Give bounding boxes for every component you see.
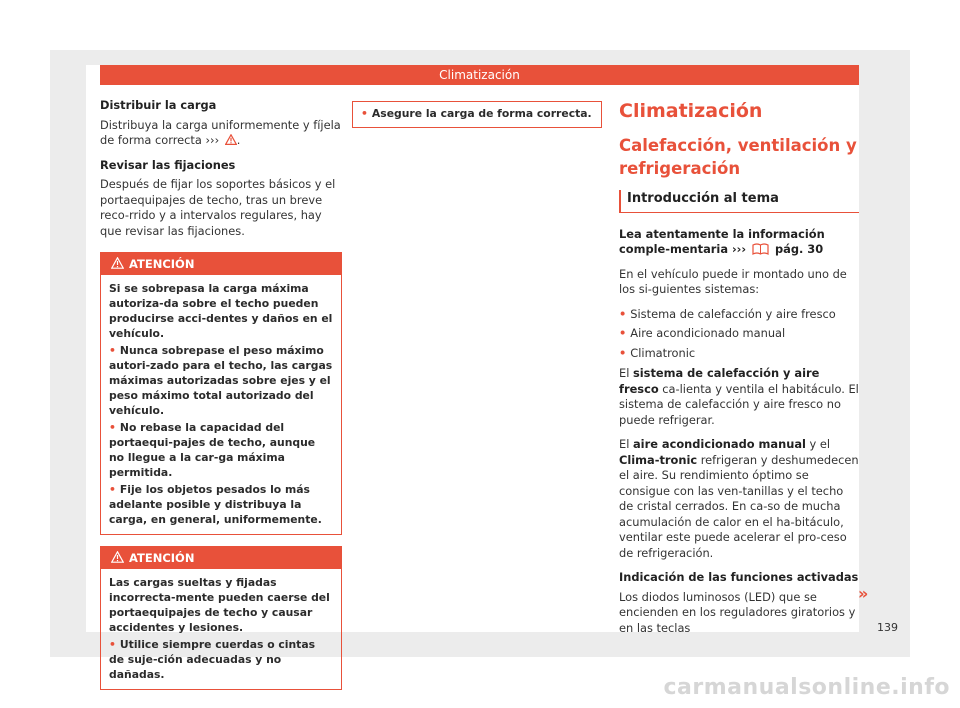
warning-icon [225,134,237,145]
watermark: carmanualsonline.info [663,675,950,700]
bullet-icon: • [619,345,627,360]
bullet-icon: • [109,344,116,357]
warning-2-intro: Las cargas sueltas y fijadas incorrecta-mente pueden caerse del portaequipajes de techo y causar accidentes y lesiones. [109,576,330,634]
read-page-link[interactable]: pág. 30 [775,242,824,256]
warning-1-item: • No rebase la capacidad del portaequi-pajes de techo, aunque no llegue a la car-ga máxima permitida. [109,421,316,479]
bullet-icon: • [109,483,116,496]
warning-1-intro: Si se sobrepasa la carga máxima autoriza-da sobre el techo pueden producirse acci-dentes y daños en el vehículo. [109,282,333,340]
topic-heading: Introducción al tema [619,190,859,213]
fix-text: Después de fijar los soportes básicos y el portaequipajes de techo, tras un breve reco-rrido y a intervalos regulares, hay que revisar las fijaciones. [100,177,336,238]
warning-box-2-body [101,569,341,689]
read-note: Lea atentamente la información comple-mentaria ››› pág. 30 [619,226,825,256]
warning-box-2-header [101,547,341,569]
warning-box-1 [100,252,342,535]
warning-box-2 [100,546,342,690]
warning-2-item: • Utilice siempre cuerdas o cintas de suje-ción adecuadas y no dañadas. [109,638,316,681]
led-text: Los diodos luminosos (LED) que se encienden en los reguladores giratorios y en las teclas [619,589,856,635]
bullet-icon: • [361,107,368,120]
intro-text: En el vehículo puede ir montado uno de los si-guientes sistemas: [619,266,847,296]
load-text: Distribuya la carga uniformemente y fíjela de forma correcta ››› . [100,117,341,147]
continue-marker: » [858,584,869,603]
warning-box-continued-body: • Asegure la carga de forma correcta. [361,107,592,120]
warning-box-2-title: ATENCIÓN [129,551,195,565]
load-heading: Distribuir la carga [100,98,217,112]
page-number: 139 [877,621,898,634]
warning-1-item: • Nunca sobrepase el peso máximo autori-zado para el techo, las cargas máximas autorizadas sobre ejes y el peso máximo total autorizado del vehículo. [109,344,333,417]
list-item: • Climatronic [619,345,696,360]
warning-box-continued [352,101,602,128]
bullet-icon: • [109,421,116,434]
paragraph-ac: El aire acondicionado manual y el Clima-tronic refrigeran y deshumedecen el aire. Su rendimiento óptimo se consigue con las ven-tanillas y el techo de cristal cerrados. En ca-so de mucha acumulación de calor en el ha-bitáculo, ventilar este puede acelerar el pro-ceso de refrigeración. [619,437,859,560]
warning-box-1-title: ATENCIÓN [129,257,195,271]
bullet-icon: • [619,326,627,340]
subsection-title: Calefacción, ventilación y refrigeración [619,136,857,178]
systems-list [619,307,859,362]
paragraph-heating: El sistema de calefacción y aire fresco ca-lienta y ventila el habitáculo. El sistema de calefacción y aire fresco no puede refrigerar. [619,366,859,427]
section-title: Climatización [619,100,763,122]
warning-icon [111,257,124,269]
warning-box-1-header [101,253,341,275]
book-icon [752,243,769,255]
fix-heading: Revisar las fijaciones [100,157,236,172]
warning-1-item: • Fije los objetos pesados lo más adelante posible y distribuya la carga, en general, uniformemente. [109,483,322,526]
list-item: • Sistema de calefacción y aire fresco [619,306,836,321]
led-heading: Indicación de las funciones activadas [619,570,859,584]
bullet-icon: • [109,638,116,651]
column-middle [352,95,602,139]
warning-icon [111,551,124,563]
list-item: • Aire acondicionado manual [619,326,786,340]
page-header: Climatización [100,65,859,85]
column-left [100,95,342,701]
column-right [619,95,859,645]
warning-box-1-body [101,275,341,534]
bullet-icon: • [619,306,627,321]
